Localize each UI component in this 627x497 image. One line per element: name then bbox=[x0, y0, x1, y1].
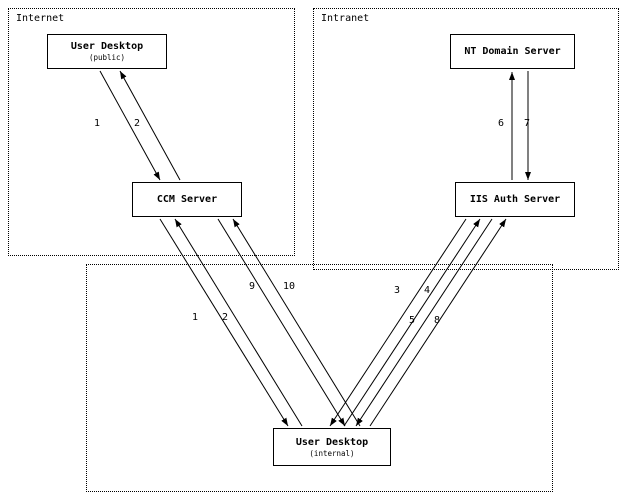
edge-label: 2 bbox=[134, 118, 141, 129]
node-title: NT Domain Server bbox=[464, 46, 561, 57]
edge-label: 1 bbox=[192, 312, 199, 323]
edge-label: 2 bbox=[222, 312, 229, 323]
node-user-desktop-public[interactable] bbox=[47, 34, 167, 69]
node-subtitle: (public) bbox=[88, 53, 126, 62]
edge-label: 4 bbox=[424, 285, 431, 296]
edge-label: 7 bbox=[524, 118, 531, 129]
node-title: User Desktop bbox=[70, 41, 144, 52]
zone-internet-label: Internet bbox=[16, 13, 65, 24]
edge-label: 1 bbox=[94, 118, 101, 129]
edge-label: 9 bbox=[249, 281, 256, 292]
node-user-desktop-internal[interactable] bbox=[273, 428, 391, 466]
node-title: User Desktop bbox=[295, 436, 369, 448]
node-title: CCM Server bbox=[156, 194, 218, 205]
node-title: IIS Auth Server bbox=[469, 194, 561, 205]
node-iis-auth-server[interactable] bbox=[455, 182, 575, 217]
edge-label: 6 bbox=[498, 118, 505, 129]
edge-label: 5 bbox=[409, 315, 416, 326]
edge-label: 8 bbox=[434, 315, 441, 326]
edge-label: 10 bbox=[283, 281, 296, 292]
node-nt-domain-server[interactable] bbox=[450, 34, 575, 69]
node-subtitle: (internal) bbox=[309, 448, 355, 458]
node-ccm-server[interactable] bbox=[132, 182, 242, 217]
edge-label: 3 bbox=[394, 285, 401, 296]
zone-intranet-label: Intranet bbox=[321, 13, 370, 24]
